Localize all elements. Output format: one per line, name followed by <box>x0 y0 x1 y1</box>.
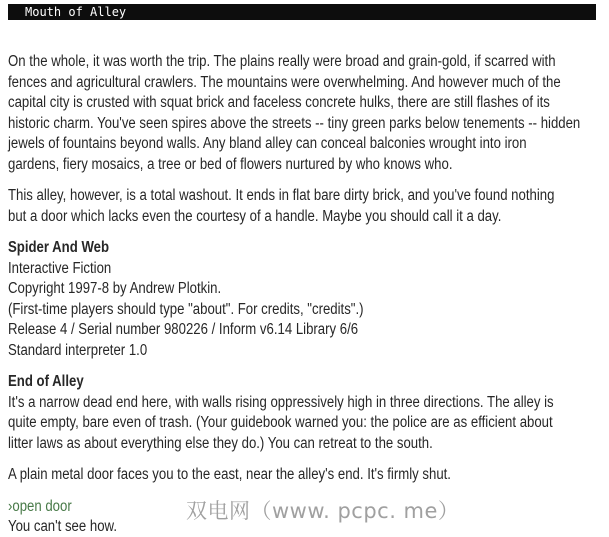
story-line: but a door which lacks even the courtesy of a handle. Maybe you should call it a day. <box>8 207 502 225</box>
story-line: Interactive Fiction <box>8 259 112 277</box>
room-description <box>8 372 608 454</box>
story-line: gardens, fiery mosaics, a tree or bed of flowers nurtured by who knows who. <box>8 155 453 173</box>
story-line: jewels of fountains beyond walls. Any bland alley can conceal balconies wrought into iron <box>8 135 527 152</box>
game-banner <box>8 238 608 361</box>
story-line: quite empty, bare even of trash. (Your guidebook warned you: the police are as efficient about <box>8 414 553 431</box>
story-line: fences and agricultural crawlers. The mountains were overwhelming. And however much of the <box>8 73 561 91</box>
game-title: Spider And Web <box>8 239 110 256</box>
command-response: You can't see how. <box>8 518 117 535</box>
paragraph-washout <box>8 186 608 227</box>
story-output <box>8 52 608 537</box>
command-echo: ›open door <box>8 497 72 515</box>
story-line: (First-time players should type "about". For credits, "credits".) <box>8 300 364 318</box>
story-line: historic charm. You've seen spires above the streets -- tiny green parks below tenements -- hidden <box>8 114 581 132</box>
story-line: capital city is crusted with squat brick and faceless concrete hulks, there are still flashes of its <box>8 94 550 111</box>
story-line: Release 4 / Serial number 980226 / Inform v6.14 Library 6/6 <box>8 321 359 338</box>
story-line: On the whole, it was worth the trip. The plains really were broad and grain-gold, if scarred with <box>8 53 556 70</box>
watermark: 双电网（www. pcpc. me） <box>186 499 460 523</box>
story-line: Copyright 1997-8 by Andrew Plotkin. <box>8 280 222 297</box>
story-line: A plain metal door faces you to the east, near the alley's end. It's firmly shut. <box>8 466 451 483</box>
room-heading: End of Alley <box>8 373 84 390</box>
status-bar <box>8 4 596 20</box>
paragraph-intro <box>8 52 608 175</box>
room-title: Mouth of Alley <box>25 5 127 19</box>
story-line: Standard interpreter 1.0 <box>8 341 148 359</box>
paragraph-door <box>8 465 608 486</box>
story-line: litter laws as about everything else they do.) You can retreat to the south. <box>8 434 433 452</box>
story-line: It's a narrow dead end here, with walls rising oppressively high in three directions. The alley is <box>8 393 554 411</box>
story-line: This alley, however, is a total washout. It ends in flat bare dirty brick, and you've found nothing <box>8 187 555 204</box>
